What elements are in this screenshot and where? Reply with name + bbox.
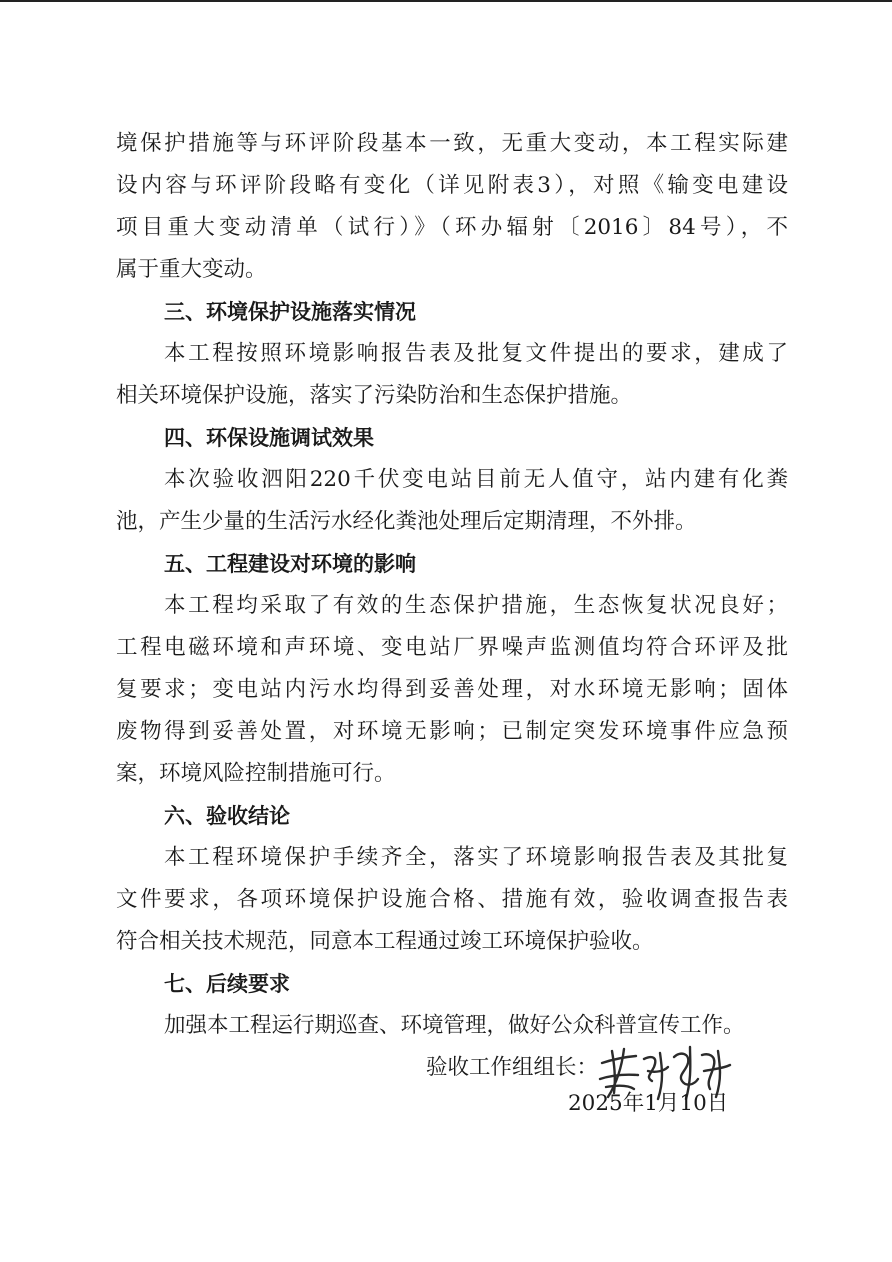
signoff-label: 验收工作组组长： [426, 1055, 599, 1080]
section-heading-4: 四、环保设施调试效果 [164, 426, 374, 450]
text-line: 本次验收泗阳220千伏变电站目前无人值守，站内建有化粪 [164, 467, 788, 492]
text-line: 境保护措施等与环评阶段基本一致，无重大变动，本工程实际建 [116, 131, 788, 156]
paragraph-section-3 [116, 333, 788, 417]
text-line: 案，环境风险控制措施可行。 [116, 761, 396, 786]
text-line: 复要求；变电站内污水均得到妥善处理，对水环境无影响；固体 [116, 677, 788, 702]
section-heading-3: 三、环境保护设施落实情况 [164, 300, 416, 324]
paragraph-continuation [116, 123, 788, 291]
section-heading-6: 六、验收结论 [164, 804, 290, 828]
section-heading-5: 五、工程建设对环境的影响 [164, 552, 416, 576]
paragraph-section-6 [116, 837, 788, 963]
document-page [116, 123, 788, 1131]
text-line: 本工程按照环境影响报告表及批复文件提出的要求，建成了 [164, 341, 788, 366]
paragraph-section-4 [116, 459, 788, 543]
text-line: 属于重大变动。 [116, 257, 267, 282]
text-line: 符合相关技术规范，同意本工程通过竣工环境保护验收。 [116, 929, 654, 954]
text-line: 加强本工程运行期巡查、环境管理，做好公众科普宣传工作。 [164, 1013, 745, 1038]
paragraph-section-5 [116, 585, 788, 795]
text-line: 项目重大变动清单（试行）》（环办辐射〔2016〕84号），不 [116, 215, 788, 240]
text-line: 工程电磁环境和声环境、变电站厂界噪声监测值均符合环评及批 [116, 635, 788, 660]
section-heading-7: 七、后续要求 [164, 972, 290, 996]
text-line: 本工程均采取了有效的生态保护措施，生态恢复状况良好； [164, 593, 788, 618]
text-line: 废物得到妥善处置，对环境无影响；已制定突发环境事件应急预 [116, 719, 788, 744]
text-line: 相关环境保护设施，落实了污染防治和生态保护措施。 [116, 383, 633, 408]
text-line: 文件要求，各项环境保护设施合格、措施有效，验收调查报告表 [116, 887, 788, 912]
date-line [116, 1089, 788, 1131]
signoff-date: 2025年1月10日 [568, 1091, 729, 1116]
text-line: 池，产生少量的生活污水经化粪池处理后定期清理，不外排。 [116, 509, 697, 534]
text-line: 本工程环境保护手续齐全，落实了环境影响报告表及其批复 [164, 845, 788, 870]
page-top-border [0, 0, 892, 2]
text-line: 设内容与环评阶段略有变化（详见附表3），对照《输变电建设 [116, 173, 788, 198]
